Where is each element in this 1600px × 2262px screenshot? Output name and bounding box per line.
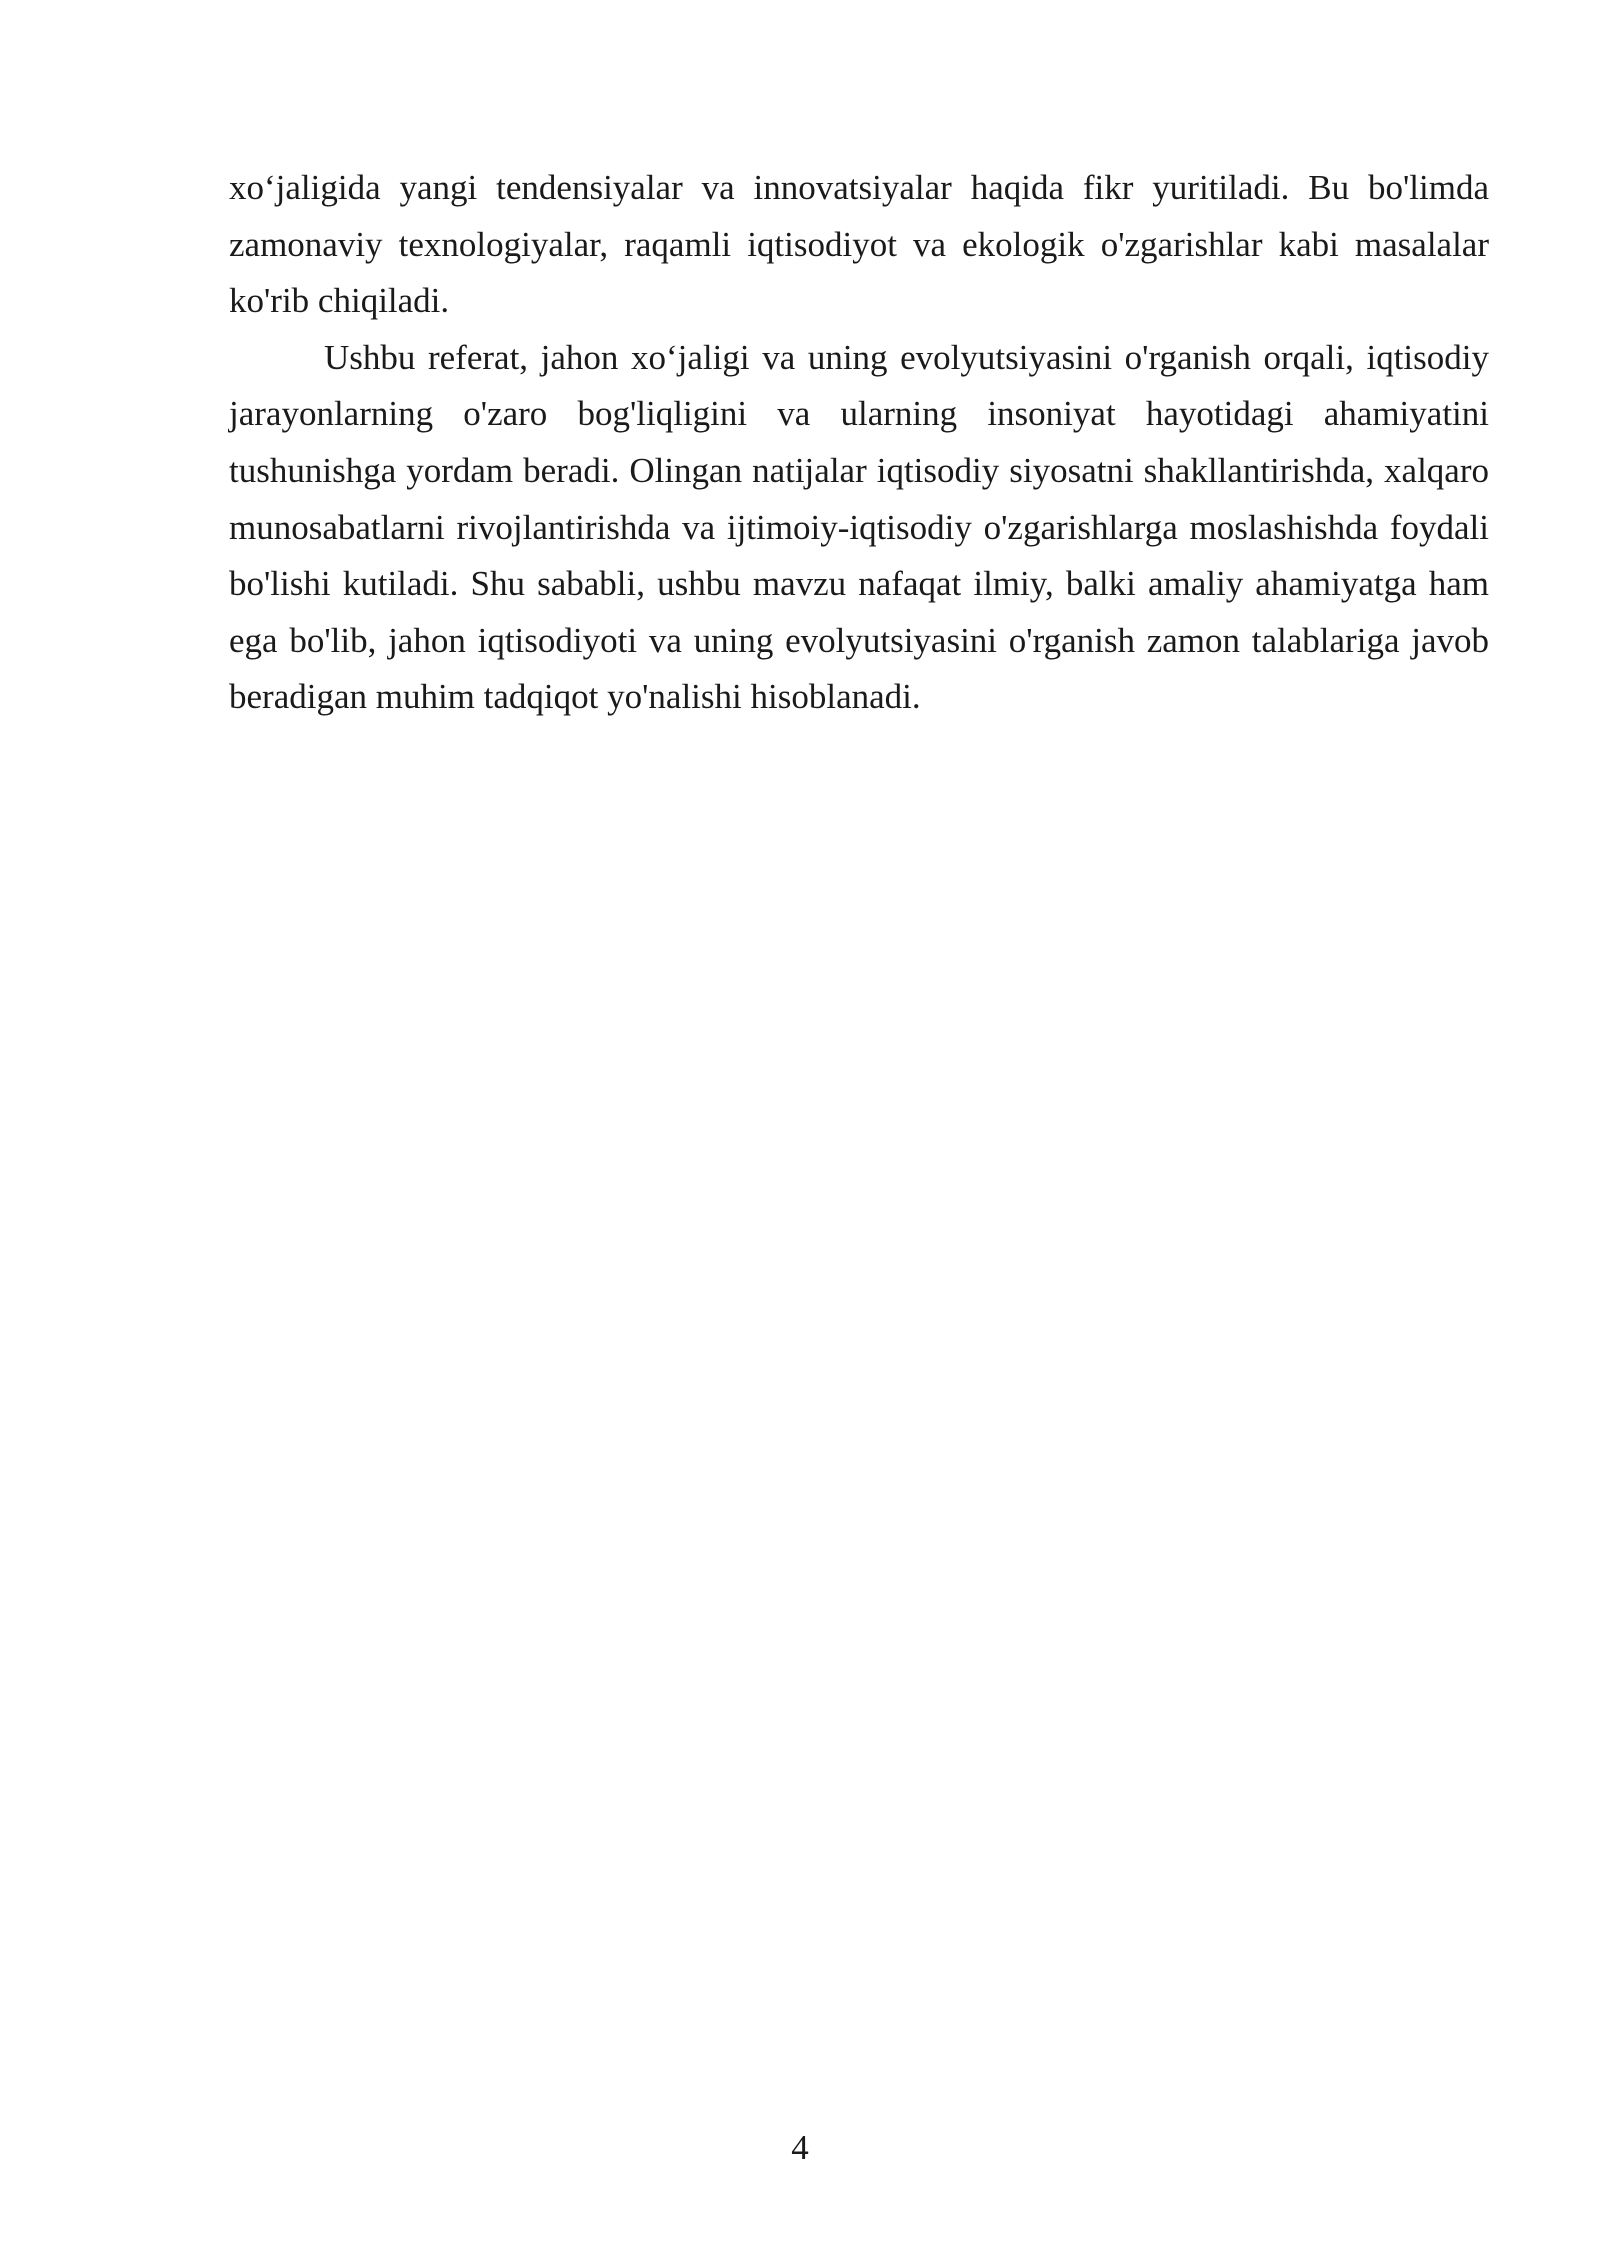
paragraph-summary: Ushbu referat, jahon xo‘jaligi va uning evolyutsiyasini o'rganish orqali, iqtisodiy jarayonlarning o'zaro bog'liqligini va ularning insoniyat hayotidagi ahamiyatini tushunishga yordam beradi. Olingan natijalar iqtisodiy siyosatni shakllantirishda, xalqaro munosabatlarni rivojlantirishda va ijtimoiy-iqtisodiy o'zgarishlarga moslashishda foydali bo'lishi kutiladi. Shu sababli, ushbu mavzu nafaqat ilmiy, balki amaliy ahamiyatga ham ega bo'lib, jahon iqtisodiyoti va uning evolyutsiyasini o'rganish zamon talablariga javob beradigan muhim tadqiqot yo'nalishi hisoblanadi. (229, 337, 1489, 717)
body-text (229, 160, 1489, 726)
page-number: 4 (791, 2128, 809, 2167)
paragraph-continuation: xo‘jaligida yangi tendensiyalar va innovatsiyalar haqida fikr yuritiladi. Bu bo'limda zamonaviy texnologiyalar, raqamli iqtisodiyot va ekologik o'zgarishlar kabi masalalar ko'rib chiqiladi. (229, 168, 1489, 321)
